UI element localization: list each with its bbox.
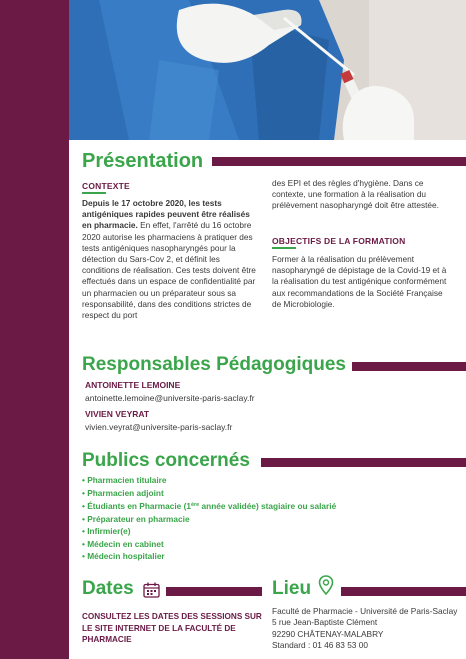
responsable-email[interactable]: vivien.veyrat@universite-paris-saclay.fr [85,422,233,432]
contexte-continued-paragraph: des EPI et des règles d'hygiène. Dans ce contexte, une formation à la réalisation du prélèvement nasopharyngé doit être attestée. [272,178,439,211]
list-item-end: année validée) stagiaire ou salarié [199,501,337,511]
list-item-superscript: ère [190,502,200,508]
contexte-paragraph [82,198,258,321]
responsable-email[interactable]: antoinette.lemoine@universite-paris-saclay.fr [85,393,255,403]
lieu-rule [341,587,466,596]
list-item: • Pharmacien adjoint [82,487,164,498]
list-item: • Médecin en cabinet [82,538,164,549]
objectifs-underline [272,247,296,249]
dates-rule [166,587,262,596]
calendar-icon [143,582,160,598]
list-item: • Médecin hospitalier [82,551,165,561]
list-item: • Préparateur en pharmacie [82,513,190,524]
list-item: • Infirmier(e) [82,526,131,536]
contexte-bold-text: Depuis le 17 octobre 2020, les tests antigéniques rapides peuvent être réalisés en pharmacie. [82,198,250,231]
presentation-rule [212,157,466,166]
contexte-heading: CONTEXTE [82,181,130,191]
header-photo [69,0,466,140]
presentation-title: Présentation [82,150,204,172]
left-color-band [0,0,69,659]
lieu-title: Lieu [272,578,312,599]
dates-title: Dates [82,578,134,599]
list-item-start: • Étudiants en Pharmacie (1 [82,501,191,511]
address-line: Faculté de Pharmacie - Université de Paris-Saclay [272,606,458,616]
dates-note: CONSULTEZ LES DATES DES SESSIONS SUR LE SITE INTERNET DE LA FACULTÉ DE PHARMACIE [82,612,262,644]
lieu-address [272,606,462,651]
objectifs-paragraph: Former à la réalisation du prélèvement nasopharyngé de dépistage de la Covid-19 et à la réalisation du test antigénique conformément aux recommandations de la Société Française de Microbiologie. [272,254,447,309]
list-item: • Pharmacien titulaire [82,475,167,485]
contexte-body-text: En effet, l'arrêté du 16 octobre 2020 autorise les pharmaciens à pratiquer des tests antigéniques nasopharyngés pour la détection du Sars-Cov 2, et définit les conditions de réalisation. Ces tests doivent être effectués dans un espace de confidentialité par un pharmacien ou un préparateur sous sa responsabilité, dans des conditions strictes de respect du port [82,220,256,321]
responsables-rule [352,362,466,371]
responsable-name: VIVIEN VEYRAT [85,409,150,419]
publics-rule [261,458,466,467]
address-line: Standard : 01 46 83 53 00 [272,639,368,650]
location-pin-icon [318,575,334,595]
address-line: 5 rue Jean-Baptiste Clément [272,617,378,628]
publics-list [82,474,452,563]
list-item [82,499,452,513]
responsable-name: ANTOINETTE LEMOINE [85,380,181,390]
responsables-title: Responsables Pédagogiques [82,354,346,375]
objectifs-heading: OBJECTIFS DE LA FORMATION [272,236,406,246]
contexte-underline [82,192,106,194]
address-line: 92290 CHÂTENAY-MALABRY [272,628,384,639]
publics-title: Publics concernés [82,450,250,471]
